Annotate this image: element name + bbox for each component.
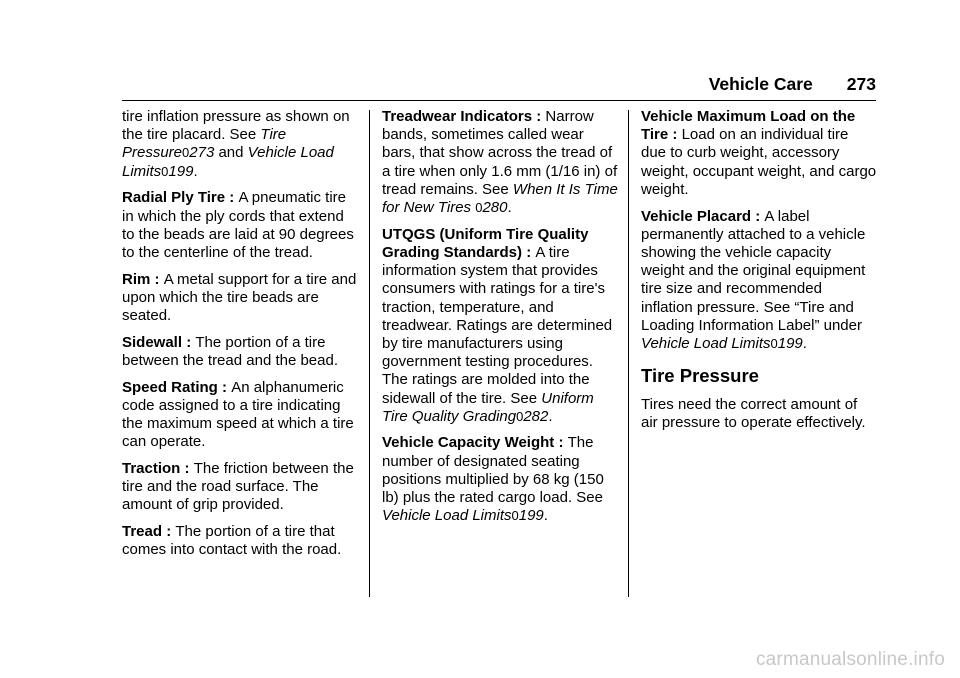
definition-text: Load on an individual tire due to curb weight, accessory weight, occupant weight, and cargo weight. <box>641 126 877 198</box>
column-3 <box>641 108 877 441</box>
page-ref-arrow-icon: 0 <box>182 145 190 161</box>
definition-term: Vehicle Capacity Weight <box>382 434 555 452</box>
column-divider-1 <box>369 110 370 597</box>
definition-term: Vehicle Placard <box>641 207 752 225</box>
definition-term: Vehicle Maximum Load on the Tire <box>641 108 856 144</box>
ref-page-vehicle-load-limits-3[interactable]: 199 <box>777 334 803 352</box>
ref-link-vehicle-load-limits-2[interactable]: Vehicle Load Limits <box>382 507 512 525</box>
ref-link-uniform-tire-quality-grading[interactable]: Uniform Tire Quality Grading <box>382 389 594 425</box>
definition-term: UTQGS (Uniform Tire Quality Grading Standards) <box>382 225 589 261</box>
ref-page-uniform-tire-quality-grading[interactable]: 282 <box>523 407 549 425</box>
ref-page-vehicle-load-limits[interactable]: 199 <box>168 162 194 180</box>
section-body-tire-pressure: Tires need the correct amount of air pressure to operate effectively. <box>641 396 866 432</box>
definition-vehicle-capacity-weight: Vehicle Capacity Weight : The number of designated seating positions multiplied by 68 kg (150 lb) plus the rated cargo load. See Vehicle Load Limits0199. <box>382 434 604 525</box>
definition-treadwear-indicators: Treadwear Indicators : Narrow bands, sometimes called wear bars, that show across the tread of a tire when only 1.6 mm (1/16 in) of tread remains. See When It Is Time for New Tires 0280. <box>382 108 618 217</box>
paragraph-tire-inflation: tire inflation pressure as shown on the tire placard. See Tire Pressure0273 and Vehicle Load Limits0199. <box>122 108 350 180</box>
definition-term: Sidewall <box>122 333 183 351</box>
watermark: carmanualsonline.info <box>755 649 945 670</box>
section-heading-tire-pressure: Tire Pressure <box>641 365 759 387</box>
page-ref-arrow-icon: 0 <box>516 408 524 424</box>
definition-tread: Tread : The portion of a tire that comes into contact with the road. <box>122 523 342 559</box>
definition-text: Narrow bands, sometimes called wear bars, that show across the tread of a tire when only 1.6 mm (1/16 in) of tread remains. See <box>382 108 618 198</box>
ref-page-tire-pressure[interactable]: 273 <box>189 144 215 162</box>
definition-text: The friction between the tire and the road surface. The amount of grip provided. <box>122 459 354 514</box>
page-ref-arrow-icon: 0 <box>161 163 169 179</box>
definition-text: A tire information system that provides consumers with ratings for a tire's traction, temperature, and treadwear. Ratings are determined by tire manufacturers using government testing procedures. The ratings are molded into the sidewall of the tire. See <box>382 243 613 407</box>
column-2 <box>382 108 618 534</box>
definition-sidewall: Sidewall : The portion of a tire between the tread and the bead. <box>122 333 339 369</box>
definition-traction: Traction : The friction between the tire and the road surface. The amount of grip provided. <box>122 459 354 514</box>
ref-link-new-tires[interactable]: When It Is Time for New Tires <box>382 180 618 217</box>
definition-speed-rating: Speed Rating : An alphanumeric code assigned to a tire indicating the maximum speed at which a tire can operate. <box>122 378 354 451</box>
page-header <box>640 74 876 94</box>
definition-text: A metal support for a tire and upon which the tire beads are seated. <box>122 270 357 325</box>
definition-term: Tread <box>122 523 163 541</box>
page-ref-arrow-icon: 0 <box>511 508 519 524</box>
definition-text: The number of designated seating positions multiplied by 68 kg (150 lb) plus the rated cargo load. See <box>382 434 604 507</box>
definition-text: An alphanumeric code assigned to a tire indicating the maximum speed at which a tire can operate. <box>122 378 354 451</box>
ref-link-tire-pressure[interactable]: Tire Pressure <box>122 126 287 162</box>
definition-text: A label permanently attached to a vehicle showing the vehicle capacity weight and the original equipment tire size and recommended inflation pressure. See “Tire and Loading Information Label” under <box>641 207 866 334</box>
ref-page-new-tires[interactable]: 280 <box>482 199 508 217</box>
definition-term: Rim <box>122 270 151 288</box>
definition-vehicle-maximum-load: Vehicle Maximum Load on the Tire : Load on an individual tire due to curb weight, accessory weight, occupant weight, and cargo weight. <box>641 108 877 198</box>
definition-text: The portion of a tire between the tread and the bead. <box>122 333 339 369</box>
definition-text: A pneumatic tire in which the ply cords that extend to the beads are laid at 90 degrees to the centerline of the tread. <box>122 189 354 261</box>
column-divider-2 <box>628 110 629 597</box>
definition-radial-ply-tire: Radial Ply Tire : A pneumatic tire in which the ply cords that extend to the beads are laid at 90 degrees to the centerline of the tread. <box>122 189 354 261</box>
definition-rim: Rim : A metal support for a tire and upon which the tire beads are seated. <box>122 270 357 325</box>
definition-term: Radial Ply Tire <box>122 189 226 207</box>
header-page-number: 273 <box>846 74 876 94</box>
definition-term: Speed Rating <box>122 378 218 396</box>
ref-link-vehicle-load-limits-3[interactable]: Vehicle Load Limits <box>641 334 771 352</box>
header-rule <box>122 100 876 101</box>
definition-text: The portion of a tire that comes into contact with the road. <box>122 523 342 559</box>
ref-page-vehicle-load-limits-2[interactable]: 199 <box>518 507 544 525</box>
definition-term: Treadwear Indicators <box>382 108 533 125</box>
column-1 <box>122 108 358 568</box>
definition-term: Traction <box>122 459 181 477</box>
page-ref-arrow-icon: 0 <box>770 335 778 351</box>
definition-utqgs: UTQGS (Uniform Tire Quality Grading Standards) : A tire information system that provides consumers with ratings for a tire's traction, temperature, and treadwear. Ratings are determined by tire manufacturers using government testing procedures. The ratings are molded into the sidewall of the tire. See Uniform Tire Quality Grading0282. <box>382 225 613 425</box>
header-section-title: Vehicle Care <box>708 74 813 94</box>
definition-vehicle-placard: Vehicle Placard : A label permanently attached to a vehicle showing the vehicle capacity weight and the original equipment tire size and recommended inflation pressure. See “Tire and Loading Information Label” under Vehicle Load Limits0199. <box>641 207 866 352</box>
ref-link-vehicle-load-limits[interactable]: Vehicle Load Limits <box>122 144 334 180</box>
page-ref-arrow-icon: 0 <box>475 200 483 216</box>
